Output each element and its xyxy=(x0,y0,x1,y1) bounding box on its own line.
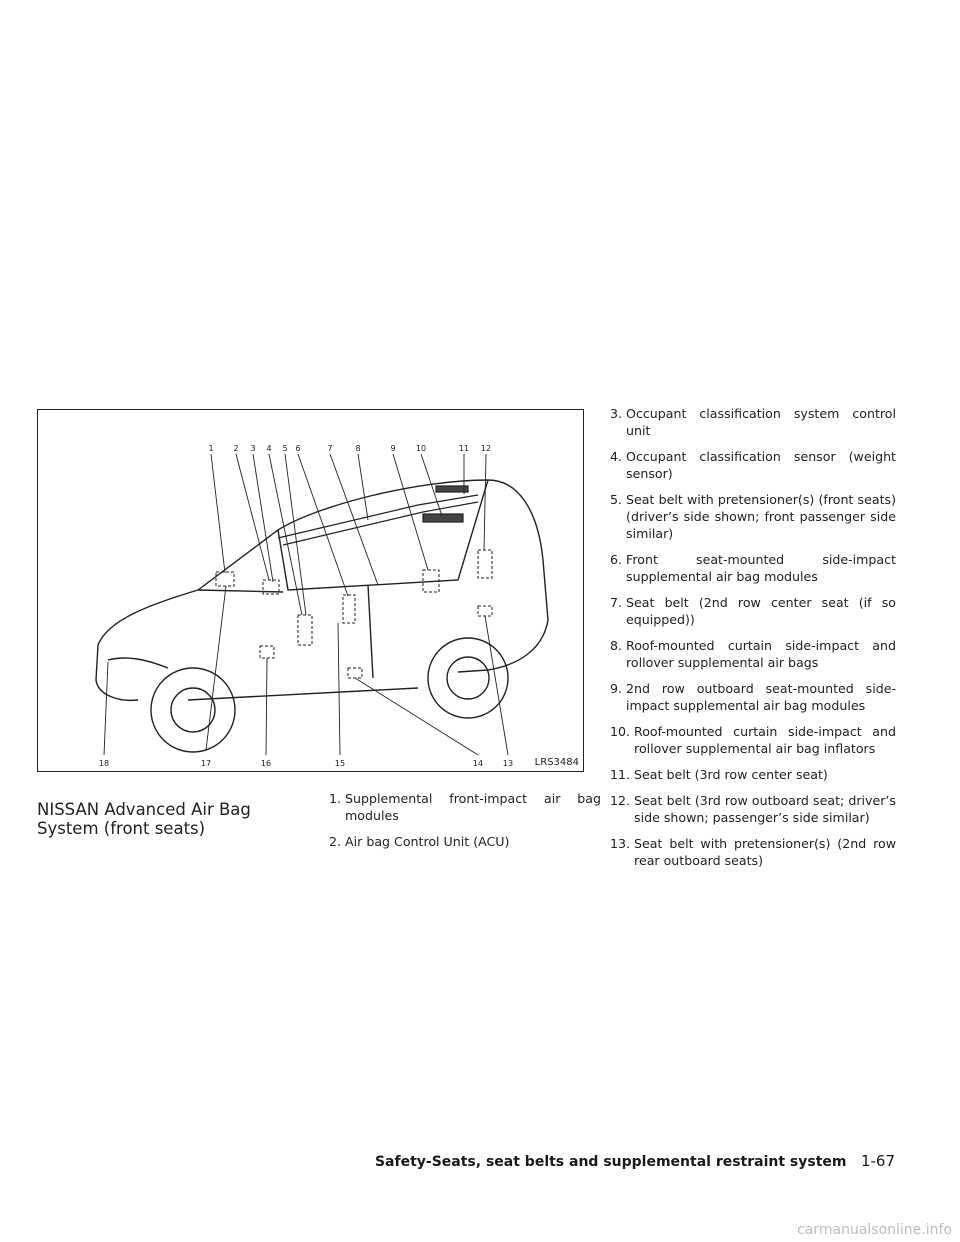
callout-labels xyxy=(99,444,513,768)
item-number: 2. xyxy=(329,834,346,849)
item-text: 2nd row outboard seat-mounted side-impact supplemental air bag modules xyxy=(626,681,896,713)
list-item xyxy=(610,491,896,542)
callout-12: 12 xyxy=(480,444,492,453)
item-text: Seat belt with pretensioner(s) (front seats) (driver’s side shown; front passenger side similar) xyxy=(626,492,896,541)
list-item xyxy=(610,405,896,439)
item-number: 6. xyxy=(610,552,627,567)
list-item xyxy=(610,680,896,714)
callout-10: 10 xyxy=(415,444,427,453)
vehicle-airbag-diagram xyxy=(37,409,584,772)
item-number: 5. xyxy=(610,492,627,507)
leader-lines xyxy=(104,454,508,755)
item-text: Supplemental front-impact air bag modules xyxy=(345,791,601,823)
item-text: Seat belt with pretensioner(s) (2nd row rear outboard seats) xyxy=(634,836,896,868)
page-number: 1-67 xyxy=(860,1152,895,1170)
item-number: 12. xyxy=(610,793,635,808)
page-footer xyxy=(375,1152,895,1170)
item-text: Occupant classification sensor (weight sensor) xyxy=(626,449,896,481)
list-item xyxy=(610,766,896,783)
item-number: 1. xyxy=(329,791,346,806)
wheels xyxy=(151,638,508,752)
list-item xyxy=(610,594,896,628)
list-item xyxy=(610,835,896,869)
item-number: 8. xyxy=(610,638,627,653)
footer-section-title: Safety-Seats, seat belts and supplemental restraint system xyxy=(374,1154,847,1170)
item-number: 9. xyxy=(610,681,627,696)
item-text: Air bag Control Unit (ACU) xyxy=(345,834,510,849)
item-number: 7. xyxy=(610,595,627,610)
list-item xyxy=(610,637,896,671)
callout-14: 14 xyxy=(472,759,484,768)
callout-17: 17 xyxy=(200,759,212,768)
callout-9: 9 xyxy=(390,444,396,453)
car-body xyxy=(96,480,548,700)
section-title: NISSAN Advanced Air Bag System (front seats) xyxy=(37,799,251,838)
callout-8: 8 xyxy=(355,444,361,453)
item-number: 3. xyxy=(610,406,627,421)
item-text: Seat belt (3rd row outboard seat; driver’s side shown; passenger’s side similar) xyxy=(634,793,896,825)
component-list-column-2 xyxy=(610,405,896,878)
item-text: Roof-mounted curtain side-impact and rollover supplemental air bags xyxy=(626,638,896,670)
component-markers xyxy=(216,550,492,678)
list-item xyxy=(610,792,896,826)
watermark-text: carmanualsonline.info xyxy=(797,1222,952,1238)
callout-15: 15 xyxy=(334,759,346,768)
callout-2: 2 xyxy=(233,444,239,453)
item-text: Occupant classification system control unit xyxy=(626,406,896,438)
list-item xyxy=(329,790,601,824)
item-text: Roof-mounted curtain side-impact and rollover supplemental air bag inflators xyxy=(634,724,896,756)
callout-11: 11 xyxy=(458,444,470,453)
item-number: 10. xyxy=(610,724,635,739)
callout-3: 3 xyxy=(250,444,256,453)
list-item xyxy=(329,833,601,850)
item-text: Front seat-mounted side-impact supplemental air bag modules xyxy=(626,552,896,584)
callout-1: 1 xyxy=(208,444,214,453)
item-text: Seat belt (2nd row center seat (if so equipped)) xyxy=(626,595,896,627)
callout-16: 16 xyxy=(260,759,272,768)
callout-5: 5 xyxy=(282,444,288,453)
list-item xyxy=(610,448,896,482)
callout-6: 6 xyxy=(295,444,301,453)
list-item xyxy=(610,723,896,757)
component-list-column-1 xyxy=(329,790,601,859)
item-number: 4. xyxy=(610,449,627,464)
callout-13: 13 xyxy=(502,759,514,768)
vehicle-illustration xyxy=(38,410,585,773)
item-number: 13. xyxy=(610,836,635,851)
item-number: 11. xyxy=(610,767,635,782)
callout-4: 4 xyxy=(266,444,272,453)
callout-7: 7 xyxy=(327,444,333,453)
figure-code: LRS3484 xyxy=(534,757,579,768)
callout-18: 18 xyxy=(98,759,110,768)
list-item xyxy=(610,551,896,585)
item-text: Seat belt (3rd row center seat) xyxy=(634,767,828,782)
